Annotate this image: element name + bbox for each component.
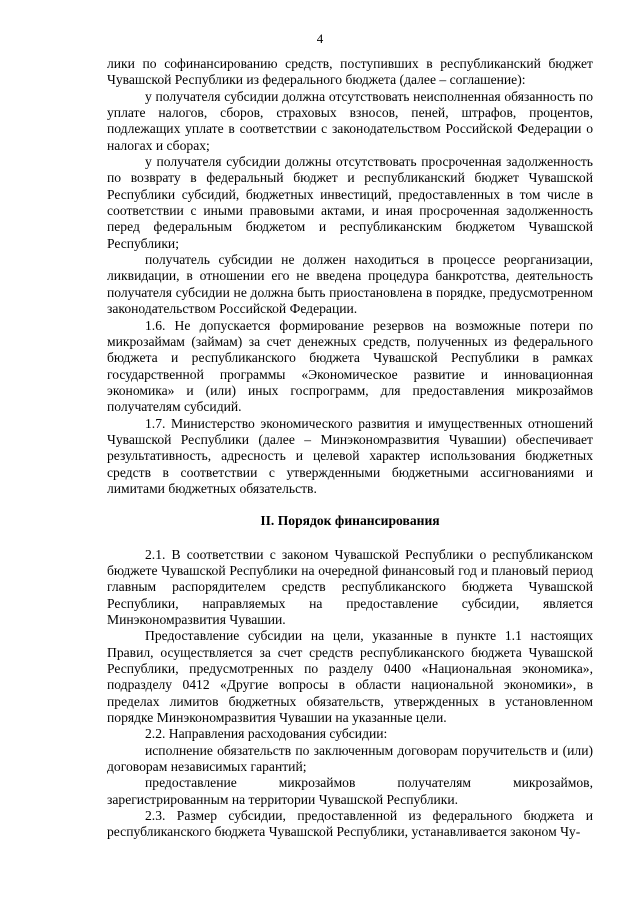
- paragraph-tax-obligations: у получателя субсидии должна отсутствовать неисполненная обязанность по уплате налогов, сборов, страховых взносов, пеней, штрафов, процентов, подлежащих уплате в соответствии с законодательством Российской Федерации о налогах и сборах;: [107, 88, 593, 153]
- paragraph-reorganization: получатель субсидии не должен находиться в процессе реорганизации, ликвидации, в отношении его не введена процедура банкротства, деятельность получателя субсидии не должна быть приостановлена в порядке, предусмотренном законодательством Российской Федерации.: [107, 252, 593, 317]
- paragraph-1-7: 1.7. Министерство экономического развития и имущественных отношений Чувашской Республики (далее – Минэкономразвития Чувашии) обеспечивает результативность, адресность и целевой характер использования бюджетных средств в соответствии с утвержденными бюджетными ассигнованиями и лимитами бюджетных обязательств.: [107, 415, 593, 496]
- paragraph-2-3: 2.3. Размер субсидии, предоставленной из федерального бюджета и республиканского бюджета Чувашской Республики, устанавливается законом Чу-: [107, 808, 593, 840]
- document-body: [107, 56, 593, 841]
- page-number: 4: [316, 31, 324, 46]
- paragraph-1-6: 1.6. Не допускается формирование резервов на возможные потери по микрозаймам (займам) за счет денежных средств, полученных из федерального бюджета и республиканского бюджета Чувашской Республики в рамках государственной программы «Экономическое развитие и инновационная экономика» и (или) иных госпрограмм, для предоставления микрозаймов получателям субсидий.: [107, 317, 593, 415]
- paragraph-overdue-debt: у получателя субсидии должны отсутствовать просроченная задолженность по возврату в федеральный бюджет и республиканский бюджет Чувашской Республики субсидий, бюджетных инвестиций, предоставленных в том числе в соответствии с иными правовыми актами, и иная просроченная задолженность перед федеральным бюджетом и республиканским бюджетом Чувашской Республики;: [107, 154, 593, 251]
- paragraph-2-2: 2.2. Направления расходования субсидии:: [145, 726, 388, 742]
- paragraph-subsidy-provision: Предоставление субсидии на цели, указанные в пункте 1.1 настоящих Правил, осуществляется за счет средств республиканского бюджета Чувашской Республики, предусмотренных по разделу 0400 «Национальная экономика», подразделу 0412 «Другие вопросы в области национальной экономики», в пределах лимитов бюджетных обязательств, утвержденных в установленном порядке Минэкономразвития Чувашии на указанные цели.: [107, 628, 593, 726]
- paragraph-microloans: предоставление микрозаймов получателям микрозаймов, зарегистрированным на территории Чувашской Республики.: [107, 775, 593, 807]
- paragraph-guarantees: исполнение обязательств по заключенным договорам поручительств и (или) договорам независимых гарантий;: [107, 742, 593, 775]
- paragraph-continuation: лики по софинансированию средств, поступивших в республиканский бюджет Чувашской Республики из федерального бюджета (далее – соглашение):: [107, 56, 593, 88]
- paragraph-2-1: 2.1. В соответствии с законом Чувашской Республики о республиканском бюджете Чувашской Республики на очередной финансовый год и плановый период главным распорядителем средств республиканского бюджета Чувашской Республики, направляемых на предоставление субсидии, является Минэкономразвития Чувашии.: [107, 546, 593, 627]
- section-heading: II. Порядок финансирования: [260, 513, 440, 529]
